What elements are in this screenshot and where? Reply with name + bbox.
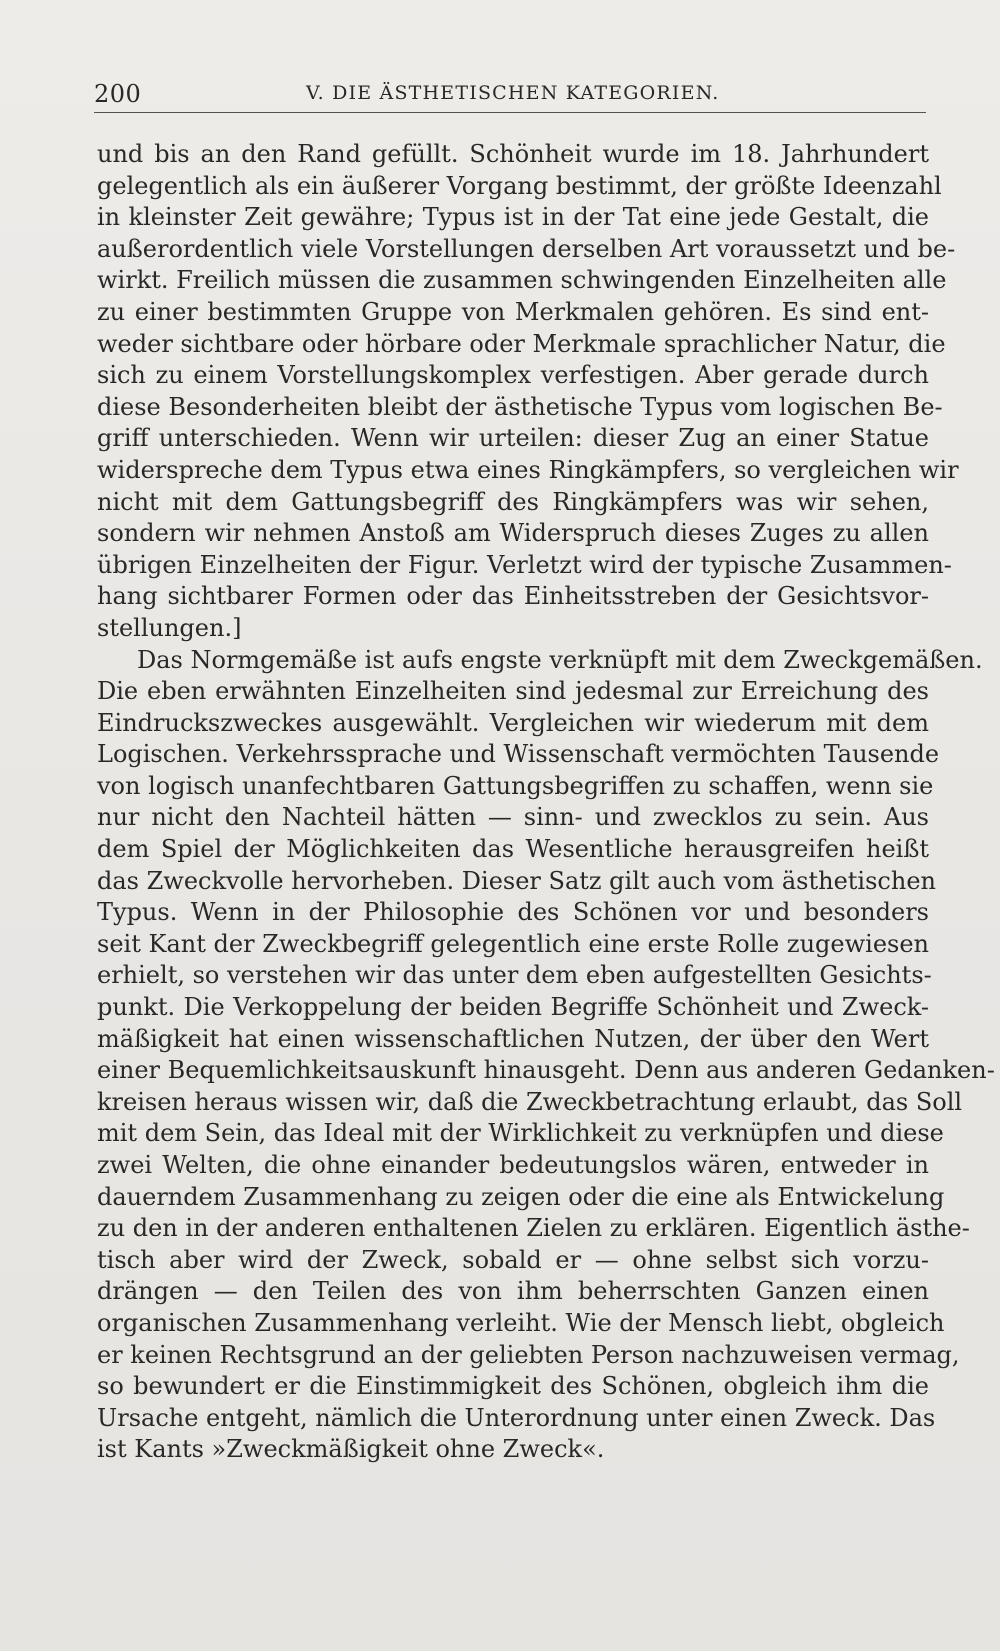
page-number: 200: [94, 80, 142, 108]
text-line: stellungen.]: [97, 613, 242, 642]
text-line: Die eben erwähnten Einzelheiten sind jedesmal zur Erreichung des: [97, 677, 929, 706]
text-line: zu den in der anderen enthaltenen Zielen zu erklären. Eigentlich ästhe-: [97, 1214, 970, 1243]
running-head: V. DIE ÄSTHETISCHEN KATEGORIEN.: [306, 82, 720, 104]
text-line: wirkt. Freilich müssen die zusammen schwingenden Einzelheiten alle: [97, 266, 947, 295]
text-line: weder sichtbare oder hörbare oder Merkmale sprachlicher Natur, die: [97, 329, 946, 358]
text-line: nur nicht den Nachteil hätten — sinn- und zwecklos zu sein. Aus: [97, 803, 929, 832]
text-line: punkt. Die Verkoppelung der beiden Begriffe Schönheit und Zweck-: [97, 993, 929, 1022]
text-line: griff unterschieden. Wenn wir urteilen: dieser Zug an einer Statue: [97, 424, 929, 453]
text-line: dauerndem Zusammenhang zu zeigen oder die eine als Entwickelung: [97, 1182, 945, 1211]
text-line: widerspreche dem Typus etwa eines Ringkämpfers, so vergleichen wir: [97, 455, 959, 484]
text-line: seit Kant der Zweckbegriff gelegentlich eine erste Rolle zugewiesen: [97, 929, 929, 958]
text-line: in kleinster Zeit gewähre; Typus ist in der Tat eine jede Gestalt, die: [97, 203, 929, 232]
text-line: und bis an den Rand gefüllt. Schönheit wurde im 18. Jahrhundert: [97, 140, 929, 168]
text-line: nicht mit dem Gattungsbegriff des Ringkämpfers was wir sehen,: [97, 487, 929, 516]
text-line: gelegentlich als ein äußerer Vorgang bestimmt, der größte Ideenzahl: [97, 171, 942, 200]
text-line: er keinen Rechtsgrund an der geliebten Person nachzuweisen vermag,: [97, 1340, 960, 1369]
text-line: zu einer bestimmten Gruppe von Merkmalen gehören. Es sind ent-: [97, 297, 929, 326]
text-line: sondern wir nehmen Anstoß am Widerspruch dieses Zuges zu allen: [97, 519, 929, 548]
text-line: kreisen heraus wissen wir, daß die Zweckbetrachtung erlaubt, das Soll: [97, 1087, 963, 1116]
text-line: sich zu einem Vorstellungskomplex verfestigen. Aber gerade durch: [97, 361, 929, 390]
text-line: organischen Zusammenhang verleiht. Wie der Mensch liebt, obgleich: [97, 1308, 945, 1337]
text-line: diese Besonderheiten bleibt der ästhetische Typus vom logischen Be-: [97, 392, 943, 421]
text-line: mäßigkeit hat einen wissenschaftlichen Nutzen, der über den Wert: [97, 1024, 929, 1053]
text-line: außerordentlich viele Vorstellungen derselben Art voraussetzt und be-: [97, 234, 956, 263]
text-line: einer Bequemlichkeitsauskunft hinausgeht. Denn aus anderen Gedanken-: [97, 1056, 995, 1085]
text-line: Typus. Wenn in der Philosophie des Schönen vor und besonders: [97, 898, 929, 927]
text-line: Eindruckszweckes ausgewählt. Vergleichen wir wiederum mit dem: [97, 708, 929, 737]
text-line: Logischen. Verkehrssprache und Wissenschaft vermöchten Tausende: [97, 740, 940, 769]
text-line: übrigen Einzelheiten der Figur. Verletzt wird der typische Zusammen-: [97, 550, 952, 579]
text-line: zwei Welten, die ohne einander bedeutungslos wären, entweder in: [97, 1151, 929, 1179]
text-line: das Zweckvolle hervorheben. Dieser Satz gilt auch vom ästhetischen: [97, 866, 936, 895]
text-line: drängen — den Teilen des von ihm beherrschten Ganzen einen: [97, 1277, 929, 1306]
text-line: ist Kants »Zweckmäßigkeit ohne Zweck«.: [97, 1435, 605, 1464]
text-line: von logisch unanfechtbaren Gattungsbegriffen zu schaffen, wenn sie: [97, 771, 934, 800]
text-line: dem Spiel der Möglichkeiten das Wesentliche herausgreifen heißt: [97, 835, 929, 864]
text-line: hang sichtbarer Formen oder das Einheitsstreben der Gesichtsvor-: [97, 582, 929, 611]
text-line: so bewundert er die Einstimmigkeit des Schönen, obgleich ihm die: [97, 1372, 929, 1401]
body-text: [97, 139, 995, 1466]
text-line: erhielt, so verstehen wir das unter dem eben aufgestellten Gesichts-: [97, 961, 932, 990]
text-line: Ursache entgeht, nämlich die Unterordnung unter einen Zweck. Das: [97, 1403, 936, 1432]
text-line: Das Normgemäße ist aufs engste verknüpft mit dem Zweckgemäßen.: [137, 645, 983, 674]
page-header: [94, 78, 926, 113]
text-line: mit dem Sein, das Ideal mit der Wirklichkeit zu verknüpfen und diese: [97, 1119, 944, 1148]
text-line: tisch aber wird der Zweck, sobald er — ohne selbst sich vorzu-: [97, 1245, 929, 1274]
